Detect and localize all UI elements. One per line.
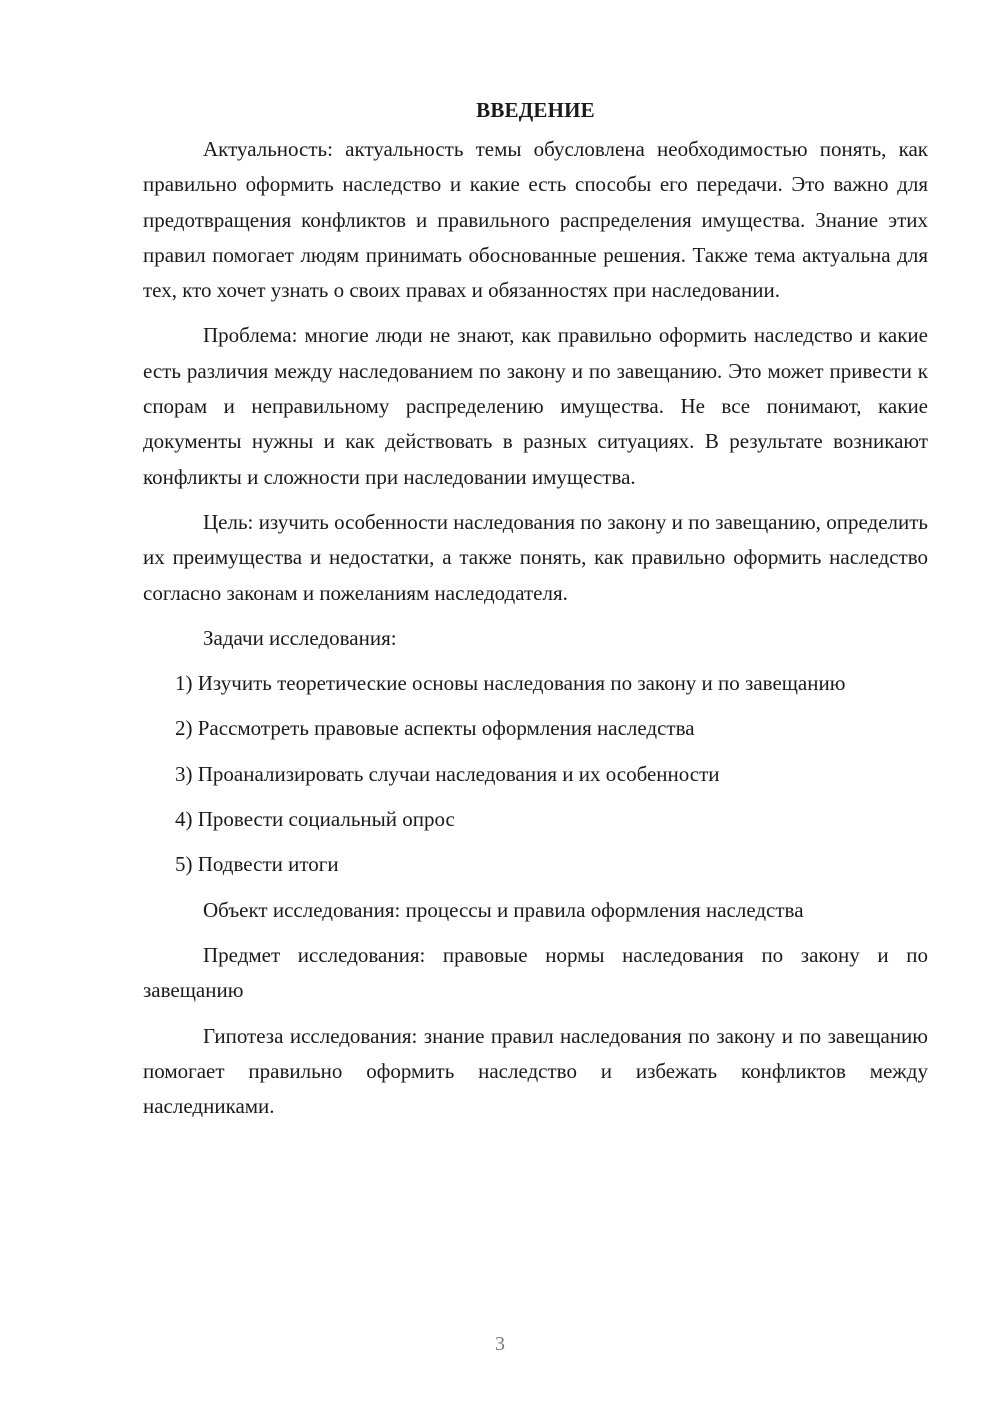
page-number: 3: [495, 1333, 505, 1355]
tasks-heading: Задачи исследования:: [203, 625, 397, 650]
hypothesis-paragraph: Гипотеза исследования: знание правил наследования по закону и по завещанию помогает правильно оформить наследство и избежать конфликтов между наследниками.: [143, 1023, 928, 1119]
document-page: [143, 92, 928, 1134]
relevance-paragraph: Актуальность: актуальность темы обусловлена необходимостью понять, как правильно оформить наследство и какие есть способы его передачи. Это важно для предотвращения конфликтов и правильного распределения имущества. Знание этих правил помогает людям принимать обоснованные решения. Также тема актуальна для тех, кто хочет узнать о своих правах и обязанностях при наследовании.: [143, 137, 928, 303]
problem-paragraph: Проблема: многие люди не знают, как правильно оформить наследство и какие есть различия между наследованием по закону и по завещанию. Это может привести к спорам и неправильному распределению имущества. Не все понимают, какие документы нужны и как действовать в разных ситуациях. В результате возникают конфликты и сложности при наследовании имущества.: [143, 323, 928, 489]
goal-paragraph: Цель: изучить особенности наследования по закону и по завещанию, определить их преимущества и недостатки, а также понять, как правильно оформить наследство согласно законам и пожеланиям наследодателя.: [143, 509, 928, 605]
page-title: ВВЕДЕНИЕ: [476, 98, 595, 122]
list-item: 4) Провести социальный опрос: [175, 807, 455, 832]
subject-paragraph: Предмет исследования: правовые нормы наследования по закону и по завещанию: [143, 942, 928, 1003]
list-item: 1) Изучить теоретические основы наследования по закону и по завещанию: [175, 671, 846, 696]
tasks-list: [143, 666, 928, 882]
list-item: 2) Рассмотреть правовые аспекты оформления наследства: [175, 716, 695, 741]
list-item: 5) Подвести итоги: [175, 852, 339, 877]
list-item: 3) Проанализировать случаи наследования и их особенности: [175, 761, 720, 786]
object-paragraph: Объект исследования: процессы и правила оформления наследства: [203, 897, 804, 922]
